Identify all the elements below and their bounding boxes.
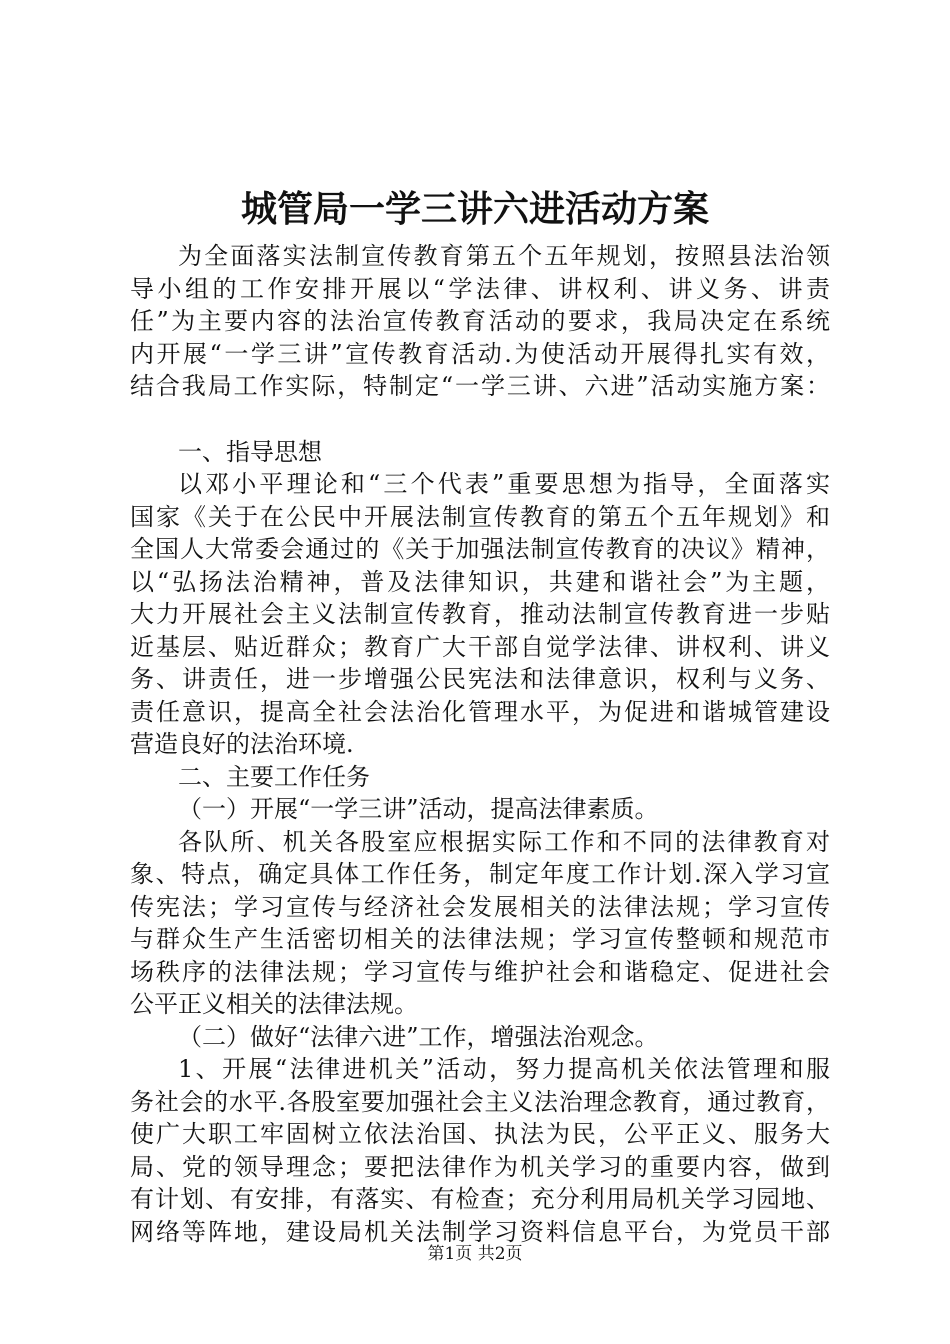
text-line: 任”为主要内容的法治宣传教育活动的要求，我局决定在系统: [130, 307, 830, 335]
text-line: 为全面落实法制宣传教育第五个五年规划，按照县法治领: [178, 242, 830, 270]
subsection-heading: （二）做好“法律六进”工作，增强法治观念。: [178, 1022, 659, 1051]
text-line: 局、党的领导理念；要把法律作为机关学习的重要内容，做到: [130, 1152, 830, 1181]
text-line: 近基层、贴近群众；教育广大干部自觉学法律、讲权利、讲义: [130, 632, 830, 661]
text-line: 场秩序的法律法规；学习宣传与维护社会和谐稳定、促进社会: [130, 957, 830, 986]
section-heading: 二、主要工作任务: [178, 762, 370, 791]
text-line: 有计划、有安排，有落实、有检查；充分利用局机关学习园地、: [130, 1185, 830, 1213]
text-line: 大力开展社会主义法制宣传教育，推动法制宣传教育进一步贴: [130, 600, 830, 628]
text-line: 结合我局工作实际，特制定“一学三讲、六进”活动实施方案：: [130, 372, 830, 400]
text-line: 使广大职工牢固树立依法治国、执法为民，公平正义、服务大: [130, 1120, 830, 1148]
text-line: 务、讲责任，进一步增强公民宪法和法律意识，权利与义务、: [130, 665, 830, 693]
text-line: 象、特点，确定具体工作任务，制定年度工作计划.深入学习宣: [130, 860, 830, 888]
text-line: 以邓小平理论和“三个代表”重要思想为指导，全面落实: [178, 470, 830, 498]
document-title: 城管局一学三讲六进活动方案: [240, 188, 709, 230]
paragraph-gap: [130, 403, 830, 436]
document-body: [130, 240, 830, 1248]
text-line: 责任意识，提高全社会法治化管理水平，为促进和谐城管建设: [130, 697, 830, 726]
subsection-heading: （一）开展“一学三讲”活动，提高法律素质。: [178, 795, 659, 823]
text-line: 营造良好的法治环境.: [130, 730, 354, 758]
text-line: 网络等阵地，建设局机关法制学习资料信息平台，为党员干部: [130, 1217, 830, 1246]
page-footer: 第1页 共2页: [427, 1244, 523, 1264]
text-line: 全国人大常委会通过的《关于加强法制宣传教育的决议》精神，: [130, 535, 830, 563]
text-line: 各队所、机关各股室应根据实际工作和不同的法律教育对: [178, 827, 830, 856]
text-line: 以“弘扬法治精神，普及法律知识，共建和谐社会”为主题，: [130, 567, 830, 596]
text-line: 公平正义相关的法律法规。: [130, 990, 418, 1018]
text-line: 与群众生产生活密切相关的法律法规；学习宣传整顿和规范市: [130, 925, 830, 953]
text-line: 内开展“一学三讲”宣传教育活动.为使活动开展得扎实有效，: [130, 339, 830, 368]
text-line: 务社会的水平.各股室要加强社会主义法治理念教育，通过教育，: [130, 1087, 830, 1116]
section-heading: 一、指导思想: [178, 437, 322, 466]
text-line: 传宪法；学习宣传与经济社会发展相关的法律法规；学习宣传: [130, 892, 830, 921]
text-line: 国家《关于在公民中开展法制宣传教育的第五个五年规划》和: [130, 502, 830, 531]
text-line: 导小组的工作安排开展以“学法律、讲权利、讲义务、讲责: [130, 274, 830, 303]
text-line: 1、开展“法律进机关”活动，努力提高机关依法管理和服: [178, 1055, 830, 1083]
